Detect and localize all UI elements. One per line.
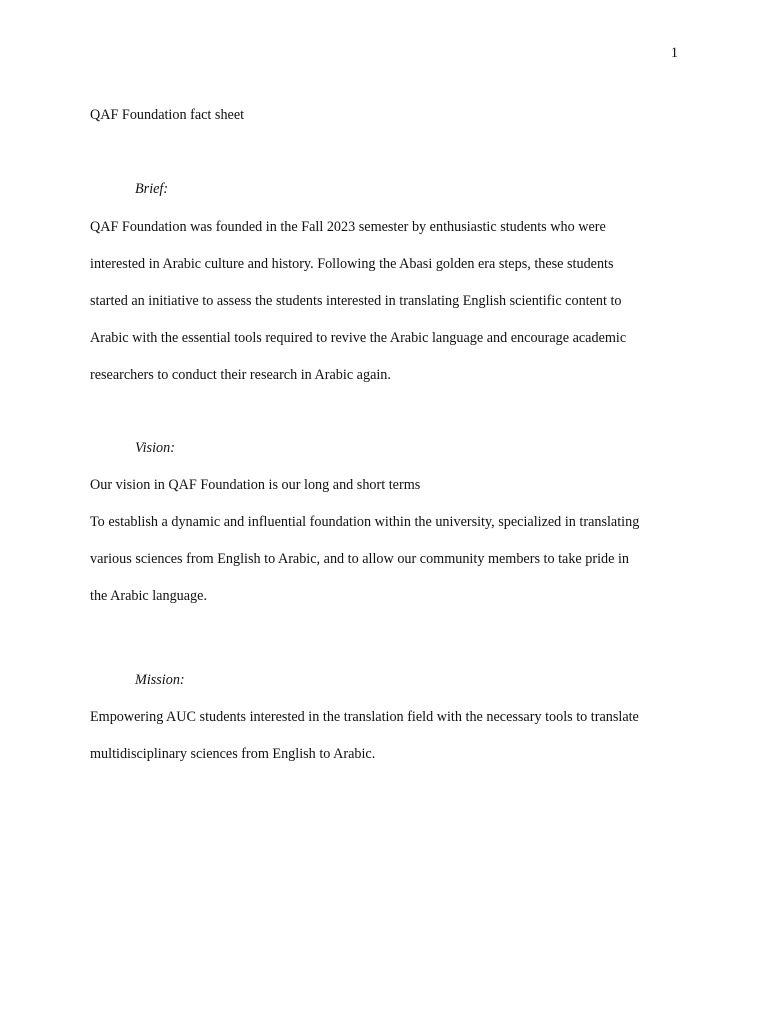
vision-line: To establish a dynamic and influential foundation within the university, specialized in translating: [90, 514, 640, 530]
vision-heading: Vision:: [135, 440, 175, 456]
brief-paragraph: [90, 218, 680, 402]
brief-line: Arabic with the essential tools required to revive the Arabic language and encourage academic: [90, 329, 627, 346]
page-number: 1: [670, 45, 678, 61]
brief-line: started an initiative to assess the students interested in translating English scientific content to: [90, 292, 622, 309]
brief-line: QAF Foundation was founded in the Fall 2023 semester by enthusiastic students who were: [90, 219, 606, 235]
vision-line: various sciences from English to Arabic, and to allow our community members to take pride in: [90, 550, 629, 567]
vision-intro: [90, 476, 680, 513]
vision-intro-line: Our vision in QAF Foundation is our long and short terms: [90, 477, 421, 493]
brief-line: interested in Arabic culture and history. Following the Abasi golden era steps, these students: [90, 255, 614, 272]
mission-paragraph: [90, 708, 680, 782]
mission-line: Empowering AUC students interested in the translation field with the necessary tools to translate: [90, 709, 639, 725]
brief-line: researchers to conduct their research in Arabic again.: [90, 366, 391, 383]
mission-line: multidisciplinary sciences from English to Arabic.: [90, 745, 376, 762]
brief-heading: Brief:: [135, 181, 169, 197]
vision-paragraph: [90, 513, 680, 624]
document-title: QAF Foundation fact sheet: [90, 107, 245, 123]
vision-line: the Arabic language.: [90, 587, 207, 604]
mission-heading: Mission:: [135, 672, 185, 688]
